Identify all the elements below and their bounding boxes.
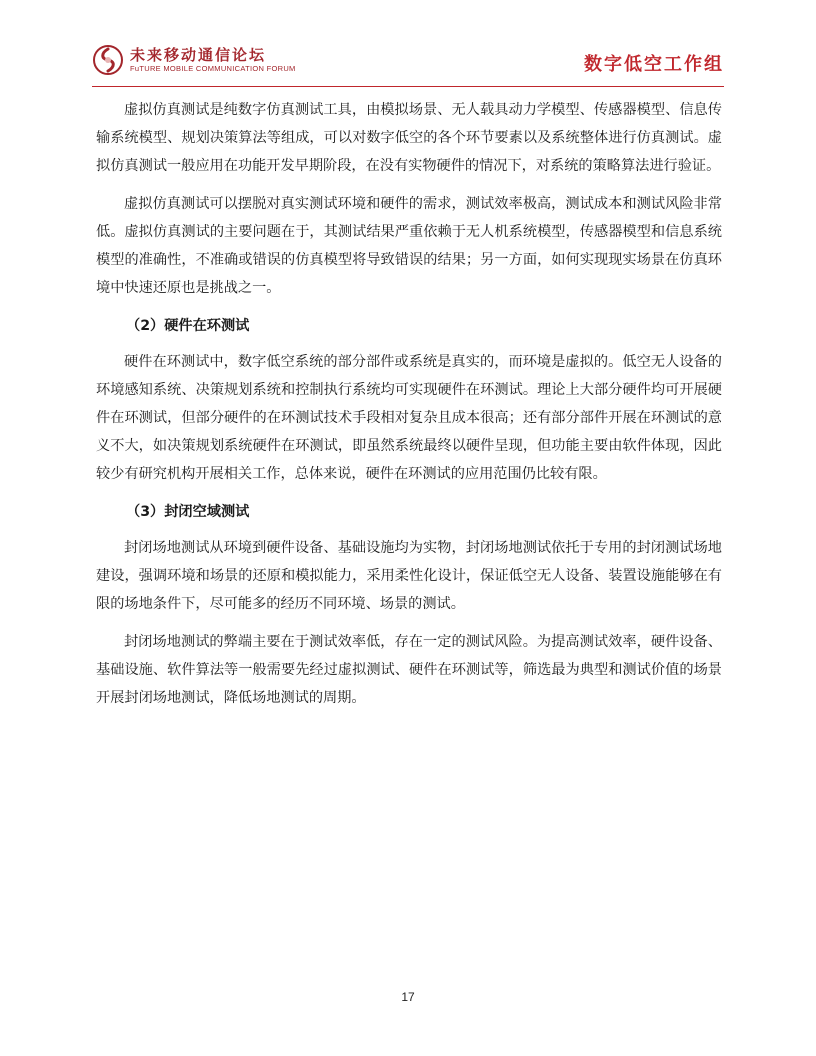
paragraph: 封闭场地测试从环境到硬件设备、基础设施均为实物，封闭场地测试依托于专用的封闭测试场地建设，强调环境和场景的还原和模拟能力，采用柔性化设计，保证低空无人设备、装置设施能够在有限的场地条件下，尽可能多的经历不同环境、场景的测试。 [96, 540, 722, 612]
forum-logo [92, 44, 296, 76]
paragraph: 封闭场地测试的弊端主要在于测试效率低，存在一定的测试风险。为提高测试效率，硬件设备、基础设施、软件算法等一般需要先经过虚拟测试、硬件在环测试等，筛选最为典型和测试价值的场景开展封闭场地测试，降低场地测试的周期。 [96, 634, 722, 706]
working-group-title: 数字低空工作组 [584, 54, 724, 75]
logo-english-name: FuTURE MOBILE COMMUNICATION FORUM [130, 63, 296, 73]
paragraph: 硬件在环测试中，数字低空系统的部分部件或系统是真实的，而环境是虚拟的。低空无人设备的环境感知系统、决策规划系统和控制执行系统均可实现硬件在环测试。理论上大部分硬件均可开展硬件在环测试，但部分硬件的在环测试技术手段相对复杂且成本很高；还有部分部件开展在环测试的意义不大，如决策规划系统硬件在环测试，即虽然系统最终以硬件呈现，但功能主要由软件体现，因此较少有研究机构开展相关工作，总体来说，硬件在环测试的应用范围仍比较有限。 [96, 354, 722, 482]
header-divider [92, 86, 724, 87]
forum-logo-icon [92, 44, 124, 76]
section-heading: （3）封闭空域测试 [126, 504, 250, 520]
logo-chinese-name: 未来移动通信论坛 [130, 45, 267, 64]
page-header [92, 44, 724, 84]
paragraph: 虚拟仿真测试可以摆脱对真实测试环境和硬件的需求，测试效率极高，测试成本和测试风险非常低。虚拟仿真测试的主要问题在于，其测试结果严重依赖于无人机系统模型，传感器模型和信息系统模型的准确性，不准确或错误的仿真模型将导致错误的结果；另一方面，如何实现现实场景在仿真环境中快速还原也是挑战之一。 [96, 196, 722, 296]
page-body [96, 96, 722, 722]
section-heading: （2）硬件在环测试 [126, 318, 250, 334]
paragraph: 虚拟仿真测试是纯数字仿真测试工具，由模拟场景、无人载具动力学模型、传感器模型、信息传输系统模型、规划决策算法等组成，可以对数字低空的各个环节要素以及系统整体进行仿真测试。虚拟仿真测试一般应用在功能开发早期阶段，在没有实物硬件的情况下，对系统的策略算法进行验证。 [96, 102, 722, 174]
page-number: 17 [401, 990, 415, 1004]
